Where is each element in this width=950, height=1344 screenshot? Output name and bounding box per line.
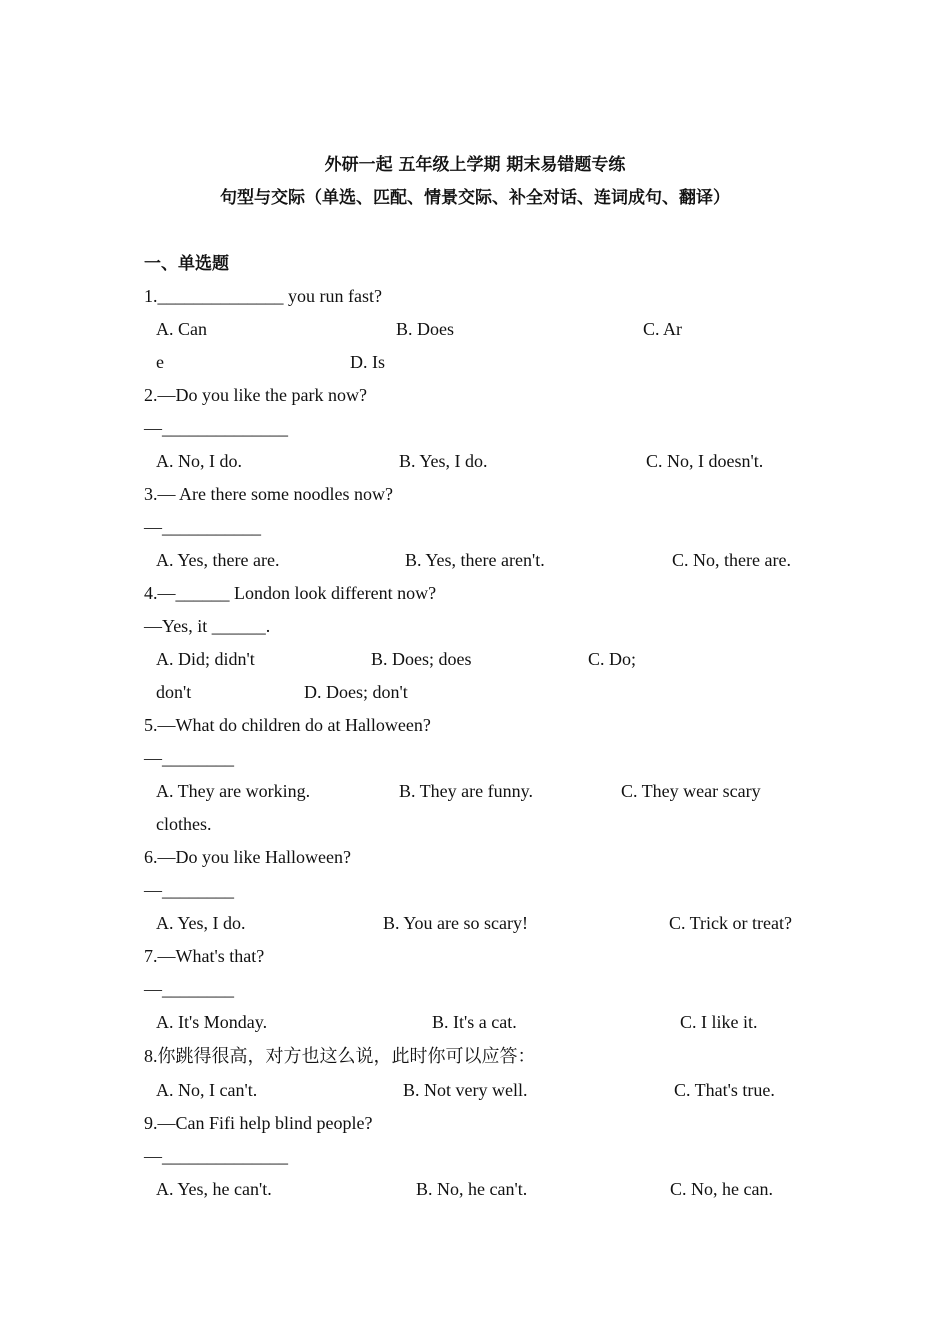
question-4-option-d: D. Does; don't	[304, 682, 408, 702]
question-6-stem: 6.—Do you like Halloween?	[144, 847, 351, 867]
question-9-option-a: A. Yes, he can't.	[156, 1179, 272, 1199]
question-5-answer-line: —________	[144, 748, 234, 768]
question-8-option-a: A. No, I can't.	[156, 1080, 258, 1100]
question-5-option-b: B. They are funny.	[399, 781, 533, 801]
question-4-stem: 4.—______ London look different now?	[144, 583, 437, 603]
question-9-option-b: B. No, he can't.	[416, 1179, 528, 1199]
question-9-option-c: C. No, he can.	[670, 1179, 773, 1199]
question-5-stem: 5.—What do children do at Halloween?	[144, 715, 431, 735]
question-2-option-a: A. No, I do.	[156, 451, 242, 471]
question-1-stem: 1.______________ you run fast?	[144, 286, 382, 306]
question-5-option-a: A. They are working.	[156, 781, 311, 801]
question-2-answer-line: —______________	[144, 418, 288, 438]
question-2-stem: 2.—Do you like the park now?	[144, 385, 367, 405]
question-4-option-b: B. Does; does	[371, 649, 472, 669]
question-6-answer-line: —________	[144, 880, 234, 900]
question-7-option-c: C. I like it.	[680, 1012, 758, 1032]
question-8-option-b: B. Not very well.	[403, 1080, 528, 1100]
question-4-option-a: A. Did; didn't	[156, 649, 255, 669]
question-1-option-c-wrap: e	[156, 352, 164, 372]
question-3-option-a: A. Yes, there are.	[156, 550, 280, 570]
question-2-option-b: B. Yes, I do.	[399, 451, 488, 471]
section-heading: 一、单选题	[144, 254, 229, 274]
question-9-stem: 9.—Can Fifi help blind people?	[144, 1113, 373, 1133]
question-3-option-c: C. No, there are.	[672, 550, 791, 570]
question-4-option-c: C. Do;	[588, 649, 637, 669]
question-3-option-b: B. Yes, there aren't.	[405, 550, 545, 570]
question-3-answer-line: —___________	[144, 517, 261, 537]
question-8-option-c: C. That's true.	[674, 1080, 775, 1100]
question-2-option-c: C. No, I doesn't.	[646, 451, 764, 471]
question-6-option-b: B. You are so scary!	[383, 913, 528, 933]
question-7-answer-line: —________	[144, 979, 234, 999]
question-7-stem: 7.—What's that?	[144, 946, 265, 966]
question-6-option-c: C. Trick or treat?	[669, 913, 792, 933]
question-7-option-a: A. It's Monday.	[156, 1012, 268, 1032]
question-7-option-b: B. It's a cat.	[432, 1012, 517, 1032]
question-4-answer-line: —Yes, it ______.	[144, 616, 271, 636]
document-title: 外研一起 五年级上学期 期末易错题专练	[324, 155, 626, 175]
question-3-stem: 3.— Are there some noodles now?	[144, 484, 393, 504]
document-subtitle: 句型与交际（单选、匹配、情景交际、补全对话、连词成句、翻译）	[220, 188, 730, 208]
question-1-option-a: A. Can	[156, 319, 207, 339]
question-1-option-c: C. Ar	[643, 319, 683, 339]
question-1-option-b: B. Does	[396, 319, 454, 339]
question-1-option-d: D. Is	[350, 352, 385, 372]
question-6-option-a: A. Yes, I do.	[156, 913, 246, 933]
question-9-answer-line: —______________	[144, 1146, 288, 1166]
question-8-stem: 8.你跳得很高，对方也这么说，此时你可以应答：	[144, 1046, 536, 1066]
question-5-option-c: C. They wear scary	[621, 781, 761, 801]
question-5-option-c-wrap: clothes.	[156, 814, 212, 834]
question-4-option-c-wrap: don't	[156, 682, 192, 702]
